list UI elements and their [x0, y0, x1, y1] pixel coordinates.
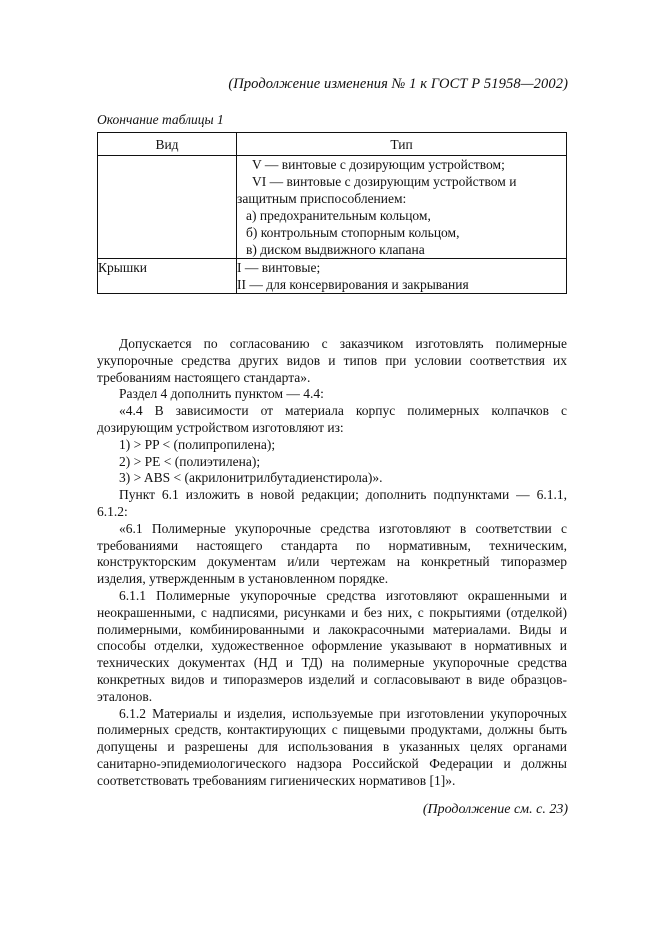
type-line: II — для консервирования и закрывания [237, 277, 469, 292]
type-line: а) предохранительным кольцом, [246, 208, 431, 223]
type-line: б) контрольным стопорным кольцом, [246, 225, 460, 240]
table-cell-kind: Крышки [98, 259, 237, 294]
type-line: VI — винтовые с дозирующим устройством и [252, 174, 517, 189]
paragraph: «4.4 В зависимости от материала корпус полимерных колпачков с дозирующим устройством изготовляют из: [97, 403, 567, 435]
table-header-row [98, 133, 567, 156]
paragraph: Допускается по согласованию с заказчиком изготовлять полимерные укупорочные средства других видов и типов при условии соответствия их требованиям настоящего стандарта». [97, 336, 567, 385]
table-cell-type [237, 156, 567, 259]
table-cell-type [237, 259, 567, 294]
paragraph: Раздел 4 дополнить пунктом — 4.4: [119, 386, 324, 402]
page-footer: (Продолжение см. с. 23) [422, 802, 568, 817]
paragraph: 1) > PP < (полипропилена); [119, 436, 276, 452]
paragraph: 6.1.1 Полимерные укупорочные средства изготовляют окрашенными и неокрашенными, с надписями, рисунками и без них, с покрытиями (отделкой) полимерными, комбинированными и лакокрасочными материалами. Виды и способы отделки, художественное оформление указывают в нормативных и технических документах (НД и ТД) на полимерные укупорочные средства конкретных видов и типоразмеров изделий и согласовывают в виде образцов-эталонов. [97, 587, 567, 704]
page-header: (Продолжение изменения № 1 к ГОСТ Р 51958—2002) [228, 76, 568, 92]
table-row [98, 156, 567, 259]
table-caption: Окончание таблицы 1 [97, 112, 224, 127]
paragraph: 6.1.2 Материалы и изделия, используемые при изготовлении укупорочных полимерных средств, контактирующих с пищевыми продуктами, должны быть допущены и разрешены для использования в указанных целях органами санитарно-эпидемиологического надзора Российской Федерации и должны соответствовать требованиям гигиенических нормативов [1]». [97, 705, 567, 788]
paragraph: 2) > PE < (полиэтилена); [119, 453, 261, 469]
paragraph: 3) > ABS < (акрилонитрилбутадиенстирола)». [119, 470, 383, 486]
type-line: I — винтовые; [237, 260, 321, 275]
table-row [98, 259, 567, 294]
type-line: защитным приспособлением: [237, 191, 407, 206]
body-text [97, 336, 567, 790]
paragraph: «6.1 Полимерные укупорочные средства изготовляют в соответствии с требованиями настоящего стандарта по нормативным, техническим, конструкторским документам и/или чертежам на конкретный типоразмер изделия, утвержденным в установленном порядке. [97, 520, 567, 587]
column-header-type: Тип [237, 133, 567, 156]
table-cell-kind [98, 156, 237, 259]
type-line: V — винтовые с дозирующим устройством; [252, 157, 505, 172]
type-line: в) диском выдвижного клапана [246, 242, 425, 257]
paragraph: Пункт 6.1 изложить в новой редакции; дополнить подпунктами — 6.1.1, 6.1.2: [97, 487, 567, 519]
spec-table [97, 132, 567, 294]
column-header-kind: Вид [98, 133, 237, 156]
